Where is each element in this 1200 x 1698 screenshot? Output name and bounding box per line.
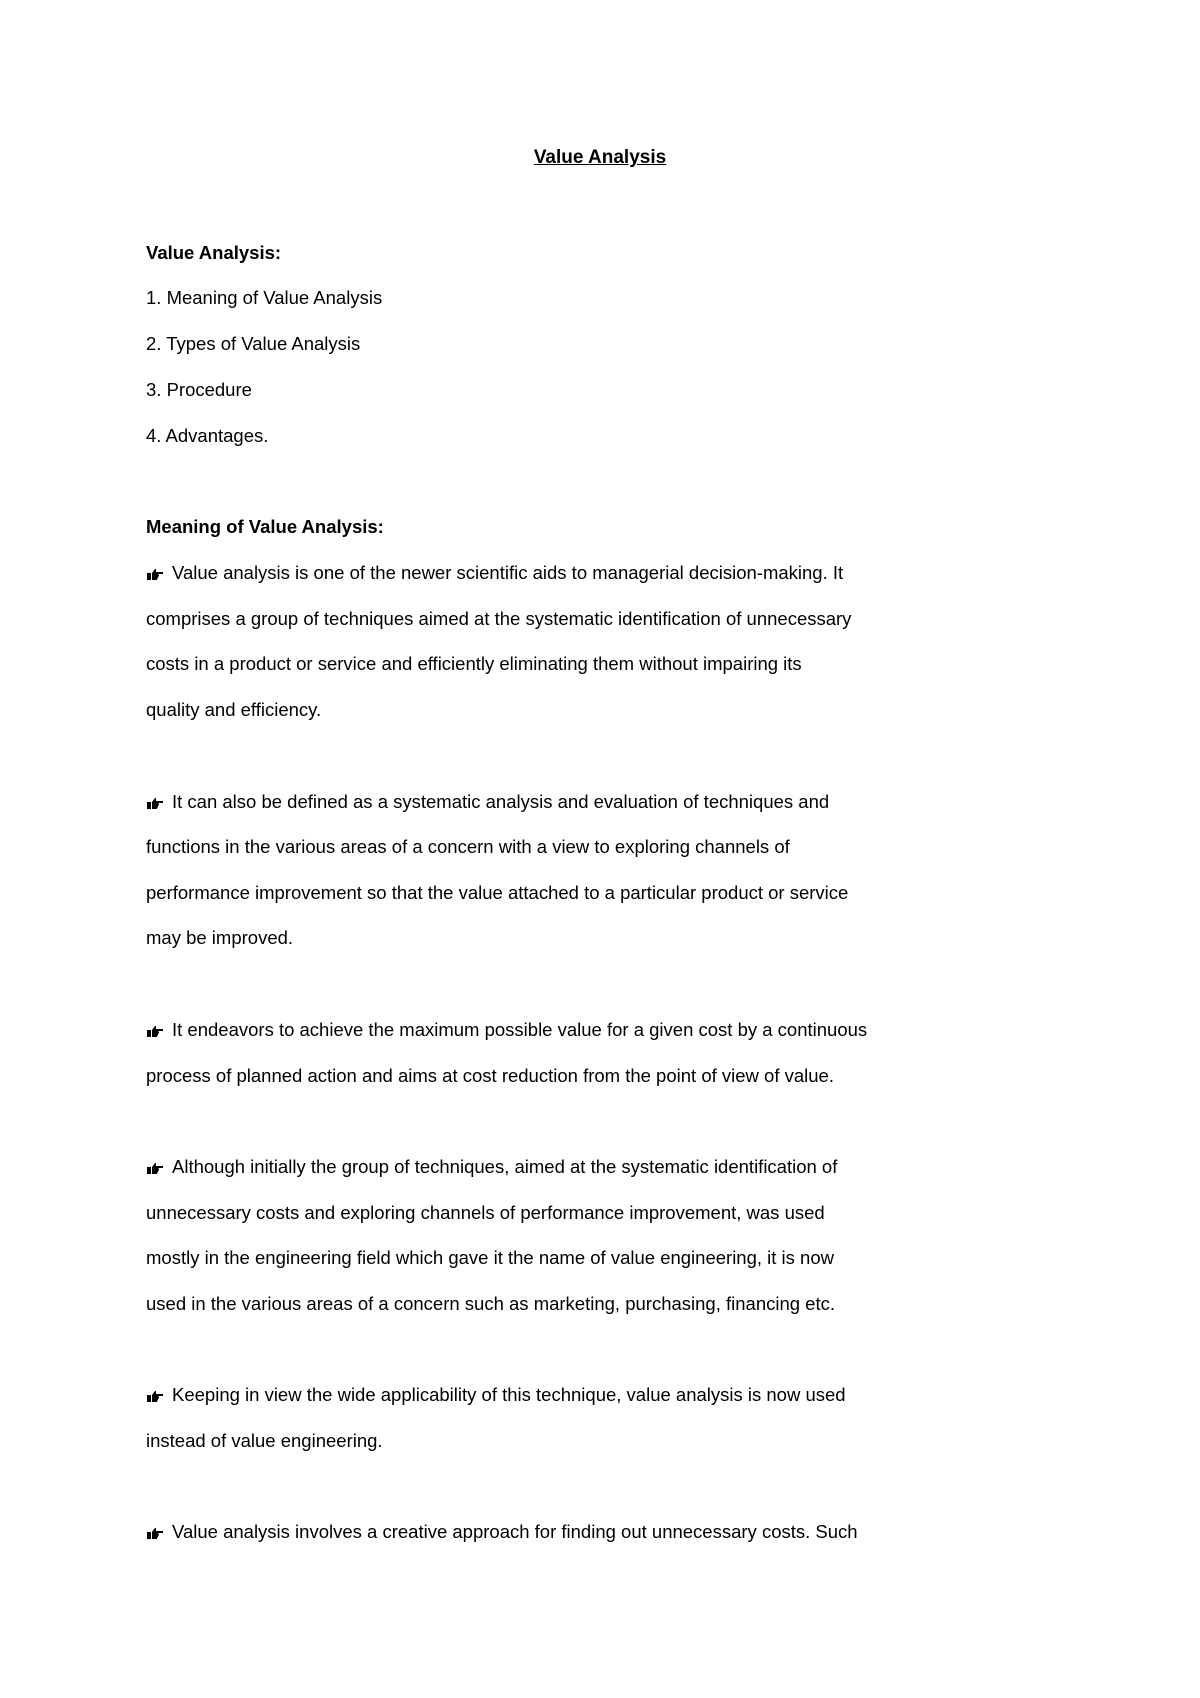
paragraph-line	[146, 1018, 867, 1042]
hand-pointing-icon	[146, 1018, 172, 1042]
paragraph-text: Although initially the group of techniques, aimed at the systematic identification of	[172, 1156, 838, 1177]
paragraph-line	[146, 1520, 858, 1544]
paragraph-line: comprises a group of techniques aimed at the systematic identification of unnecessary	[146, 608, 852, 629]
paragraph-line: instead of value engineering.	[146, 1430, 383, 1451]
paragraph-line: may be improved.	[146, 927, 294, 948]
toc-heading: Value Analysis:	[146, 242, 282, 263]
paragraph-line: quality and efficiency.	[146, 699, 322, 720]
toc-item: 1. Meaning of Value Analysis	[146, 287, 383, 308]
paragraph-text: Value analysis involves a creative approach for finding out unnecessary costs. Such	[172, 1521, 858, 1542]
toc-item: 3. Procedure	[146, 379, 252, 400]
toc-item: 2. Types of Value Analysis	[146, 333, 361, 354]
hand-pointing-icon	[146, 1155, 172, 1179]
paragraph-text: Value analysis is one of the newer scientific aids to managerial decision-making. It	[172, 562, 844, 583]
paragraph-line: mostly in the engineering field which gave it the name of value engineering, it is now	[146, 1247, 834, 1268]
paragraph-line: performance improvement so that the value attached to a particular product or service	[146, 882, 849, 903]
paragraph-line	[146, 561, 843, 585]
paragraph-text: Keeping in view the wide applicability of this technique, value analysis is now used	[172, 1384, 846, 1405]
hand-pointing-icon	[146, 561, 172, 585]
paragraph-line	[146, 1383, 846, 1407]
paragraph-line	[146, 1155, 837, 1179]
paragraph-line: functions in the various areas of a concern with a view to exploring channels of	[146, 836, 790, 857]
document-title: Value Analysis	[533, 147, 667, 168]
paragraph-line: unnecessary costs and exploring channels of performance improvement, was used	[146, 1202, 825, 1223]
toc-item: 4. Advantages.	[146, 425, 269, 446]
paragraph-line: process of planned action and aims at cost reduction from the point of view of value.	[146, 1065, 834, 1086]
hand-pointing-icon	[146, 1520, 172, 1544]
paragraph-line	[146, 790, 829, 814]
paragraph-text: It can also be defined as a systematic analysis and evaluation of techniques and	[172, 791, 830, 812]
paragraph-line: costs in a product or service and efficiently eliminating them without impairing its	[146, 653, 802, 674]
paragraph-line: used in the various areas of a concern such as marketing, purchasing, financing etc.	[146, 1293, 835, 1314]
hand-pointing-icon	[146, 1383, 172, 1407]
paragraph-text: It endeavors to achieve the maximum possible value for a given cost by a continuous	[172, 1019, 868, 1040]
hand-pointing-icon	[146, 790, 172, 814]
section-heading: Meaning of Value Analysis:	[146, 516, 384, 537]
